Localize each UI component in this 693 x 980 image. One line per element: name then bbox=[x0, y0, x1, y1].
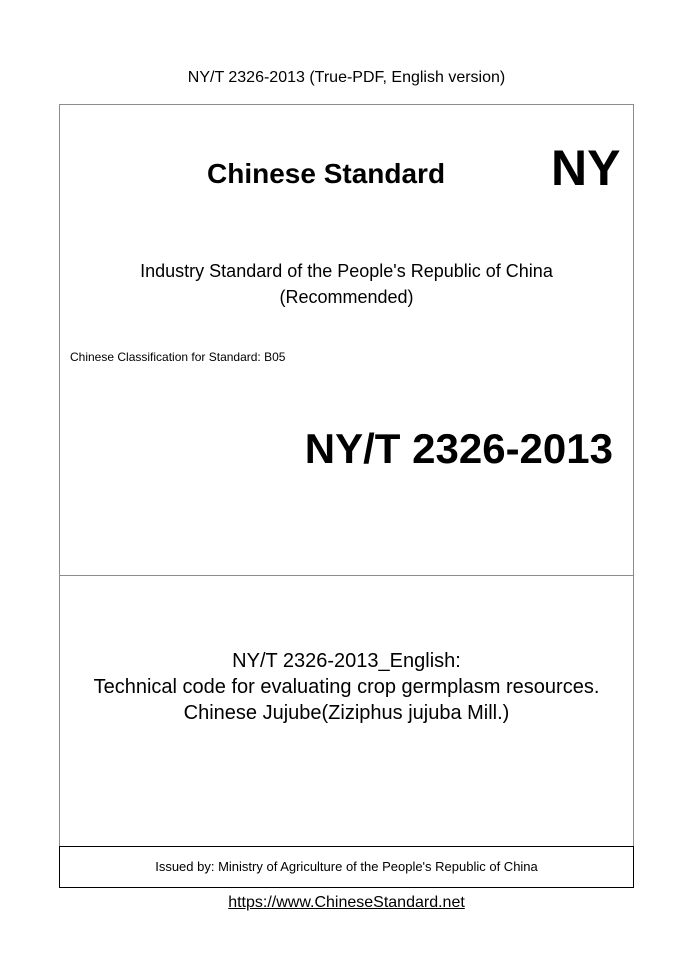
standard-heading: Chinese Standard bbox=[207, 158, 446, 189]
issuer-statement: Issued by: Ministry of Agriculture of the People's Republic of China bbox=[155, 859, 538, 874]
footer-link-wrapper bbox=[0, 893, 693, 913]
standard-code-mark: NY bbox=[551, 140, 621, 196]
industry-statement bbox=[0, 258, 693, 310]
document-title-line: Technical code for evaluating crop germplasm resources. bbox=[93, 676, 600, 698]
recommended-label: (Recommended) bbox=[279, 287, 414, 307]
website-link[interactable]: https://www.ChineseStandard.net bbox=[228, 894, 465, 911]
document-title bbox=[0, 648, 693, 726]
industry-line: Industry Standard of the People's Republic of China bbox=[140, 261, 553, 281]
standard-number: NY/T 2326-2013 bbox=[304, 425, 613, 472]
document-title-line: NY/T 2326-2013_English: bbox=[232, 650, 461, 672]
page-header: NY/T 2326-2013 (True-PDF, English version) bbox=[187, 69, 506, 86]
document-title-line: Chinese Jujube(Ziziphus jujuba Mill.) bbox=[183, 702, 510, 724]
classification-label: Chinese Classification for Standard: B05 bbox=[70, 350, 286, 364]
